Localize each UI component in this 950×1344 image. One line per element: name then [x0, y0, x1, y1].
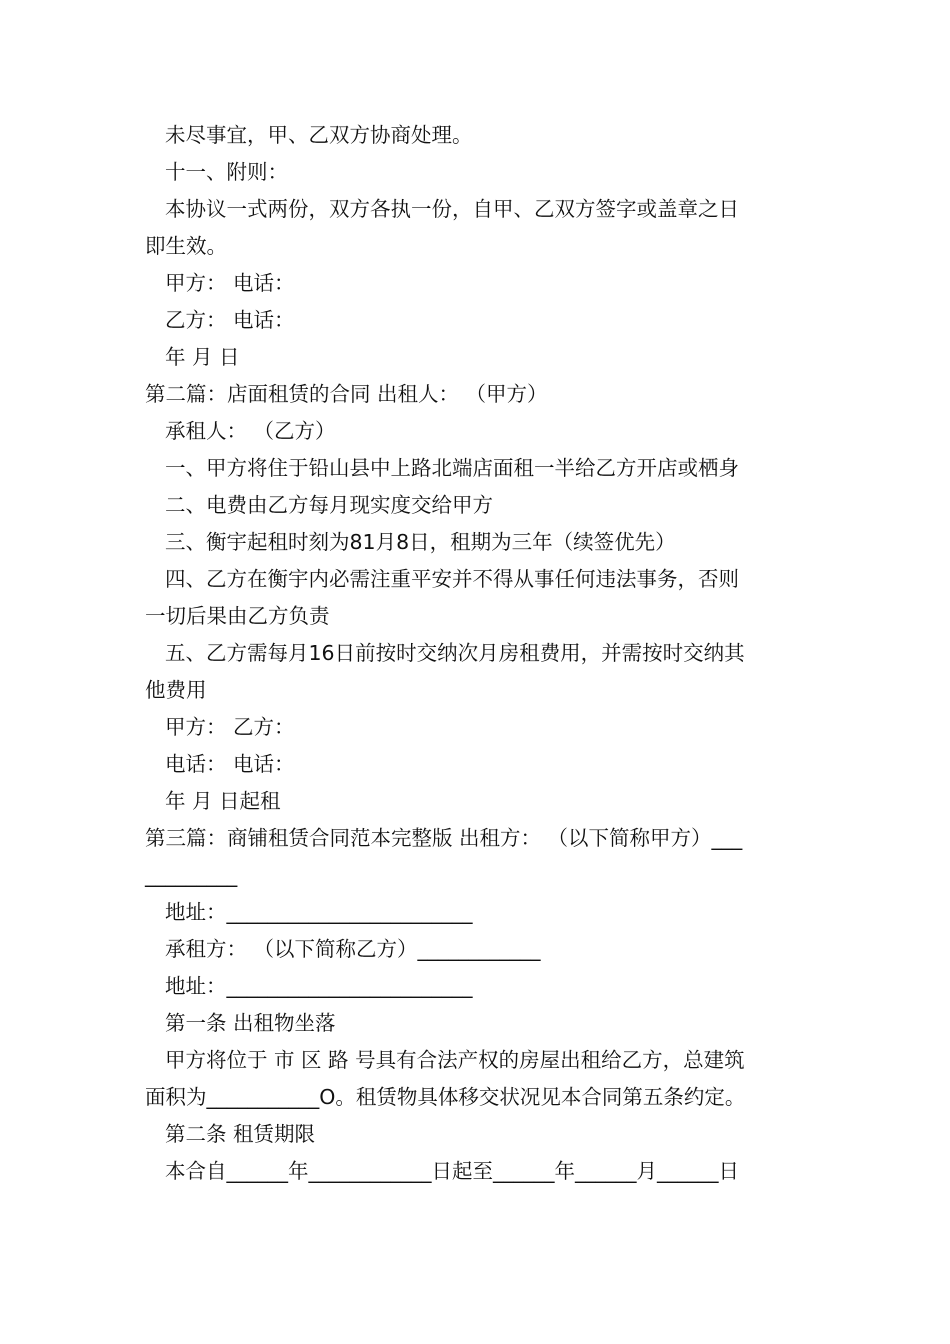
document-page: [145, 117, 810, 1190]
address-line: 地址：________________________: [165, 900, 473, 924]
article-heading: 第二条 租赁期限: [165, 1122, 316, 1146]
text-line: 即生效。: [145, 234, 227, 258]
text-line: 承租人： （乙方）: [165, 419, 336, 443]
chapter-heading: 第三篇：商铺租赁合同范本完整版 出租方： （以下简称甲方）___: [145, 826, 743, 850]
text-line: 未尽事宜，甲、乙双方协商处理。: [165, 123, 473, 147]
address-line: 地址：________________________: [165, 974, 473, 998]
date-line: 年 月 日起租: [165, 789, 281, 813]
date-line: 年 月 日: [165, 345, 240, 369]
clause-line: 一切后果由乙方负责: [145, 604, 330, 628]
clause-line: 五、乙方需每月16日前按时交纳次月房租费用，并需按时交纳其: [165, 641, 745, 665]
chapter-heading: 第二篇：店面租赁的合同 出租人： （甲方）: [145, 382, 548, 406]
blank-line: _________: [145, 863, 238, 887]
text-line: 面积为___________O。租赁物具体移交状况见本合同第五条约定。: [145, 1085, 746, 1109]
signature-line: 电话： 电话：: [165, 752, 295, 776]
lessee-line: 承租方： （以下简称乙方）____________: [165, 937, 541, 961]
signature-line: 甲方： 乙方：: [165, 715, 295, 739]
article-heading: 第一条 出租物坐落: [165, 1011, 336, 1035]
clause-line: 四、乙方在衡宇内必需注重平安并不得从事任何违法事务，否则: [165, 567, 739, 591]
clause-line: 一、甲方将住于铅山县中上路北端店面租一半给乙方开店或栖身: [165, 456, 739, 480]
section-heading: 十一、附则：: [165, 160, 288, 184]
clause-line: 他费用: [145, 678, 207, 702]
text-line: 本协议一式两份，双方各执一份，自甲、乙双方签字或盖章之日: [165, 197, 739, 221]
text-line: 甲方将位于 市 区 路 号具有合法产权的房屋出租给乙方，总建筑: [165, 1048, 745, 1072]
clause-line: 二、电费由乙方每月现实度交给甲方: [165, 493, 493, 517]
clause-line: 三、衡宇起租时刻为81月8日，租期为三年（续签优先）: [165, 530, 676, 554]
signature-line: 乙方： 电话：: [165, 308, 295, 332]
text-line: 本合自______年____________日起至______年______月______日: [165, 1159, 739, 1183]
signature-line: 甲方： 电话：: [165, 271, 295, 295]
